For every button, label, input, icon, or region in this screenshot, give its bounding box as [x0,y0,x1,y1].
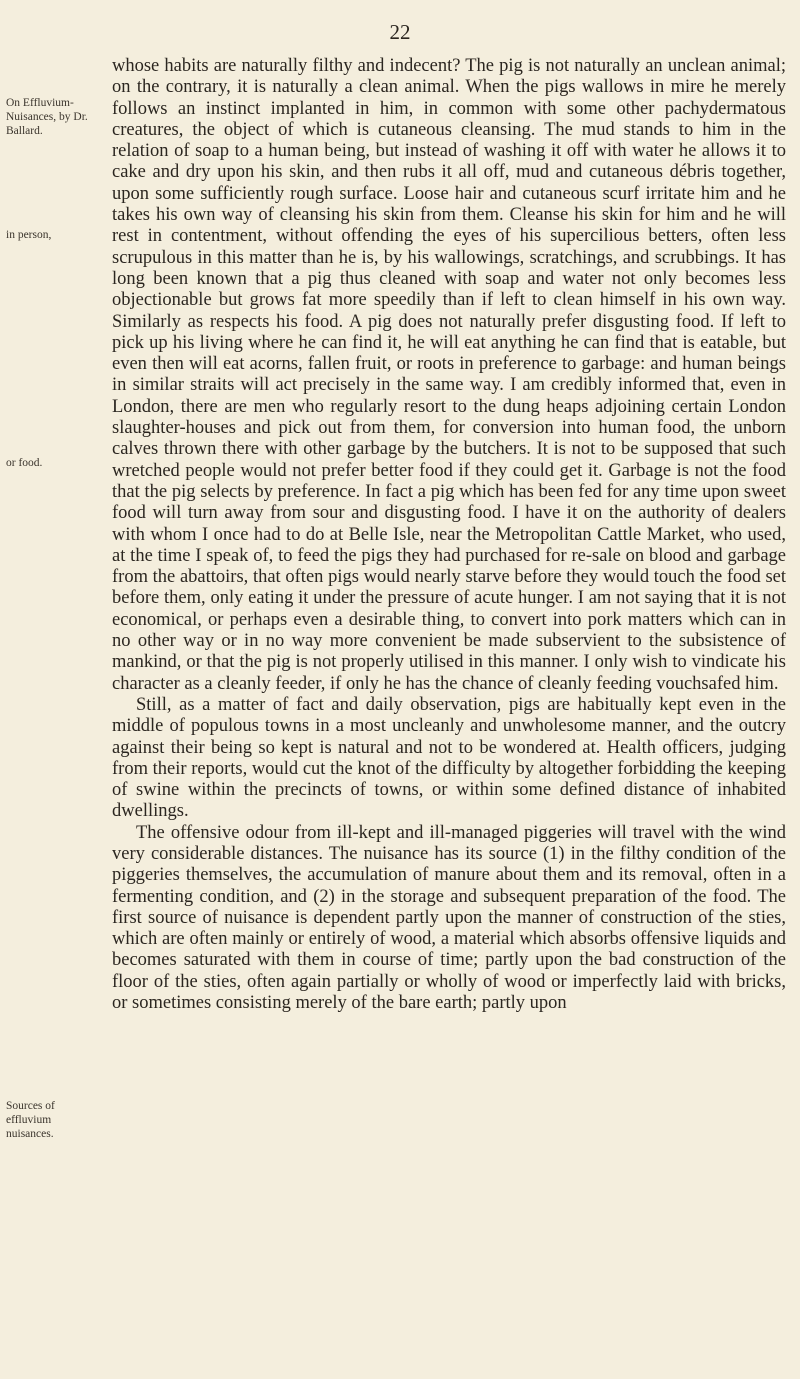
paragraph: whose habits are naturally filthy and indecent? The pig is not naturally an unclean animal; on the contrary, it is naturally a clean animal. When the pigs wallows in mire he merely follows an instinct implanted in him, in common with some other pachydermatous creatures, the object of which is cutaneous cleansing. The mud stands to him in the relation of soap to a human being, but instead of washing it off with water he allows it to cake and dry upon his skin, and then rubs it all off, mud and cutaneous débris together, upon some sufficiently rough surface. Loose hair and cutaneous scurf irritate him and he takes his own way of cleansing his skin from them. Cleanse his skin for him and he will rest in contentment, without offending the eyes of his supercilious betters, often less scrupulous in this matter than he is, by his wallowings, scratchings, and scrubbings. It has long been known that a pig thus cleaned with soap and water not only becomes less objectionable but grows fat more speedily than if left to clean himself in his own way. Similarly as respects his food. A pig does not naturally prefer disgusting food. If left to pick up his living where he can find it, he will eat anything he can find that is eatable, but even then will eat acorns, fallen fruit, or roots in preference to garbage: and human beings in similar straits will act precisely in the same way. I am credibly informed that, even in London, there are men who regularly resort to the dung heaps adjoining certain London slaughter-houses and pick out from them, for conversion into human food, the unborn calves thrown there with other garbage by the butchers. It is not to be supposed that such wretched people would not prefer better food if they could get it. Garbage is not the food that the pig selects by preference. In fact a pig which has been fed for any time upon sweet food will turn away from sour and disgusting food. I have it on the authority of dealers with whom I once had to do at Belle Isle, near the Metropolitan Cattle Market, who used, at the time I speak of, to feed the pigs they had purchased for re-sale on blood and garbage from the abattoirs, that often pigs would nearly starve before they would touch the food set before them, only eating it under the pressure of acute hunger. I am not saying that it is not economical, or perhaps even a desirable thing, to convert into pork matters which can in no other way or in no way more convenient be made subservient to the subsistence of mankind, or that the pig is not properly utilised in this manner. I only wish to vindicate his character as a cleanly feeder, if only he has the chance of cleanly feeding vouchsafed him. [112,56,786,694]
paragraph: Still, as a matter of fact and daily observation, pigs are habitually kept even in the middle of populous towns in a most uncleanly and unwholesome manner, and the outcry against their being so kept is natural and not to be wondered at. Health officers, judging from their reports, would cut the knot of the difficulty by altogether forbidding the keeping of swine within the precincts of towns, or within some defined distance of inhabited dwellings. [112,694,786,822]
page-number: 22 [389,20,411,44]
paragraph: The offensive odour from ill-kept and ill-managed piggeries will travel with the wind very considerable distances. The nuisance has its source (1) in the filthy condition of the piggeries themselves, the accumulation of manure about them and its removal, often in a fermenting condition, and (2) in the storage and subsequent preparation of the food. The first source of nuisance is dependent partly upon the manner of construction of the sties, which are often mainly or entirely of wood, a material which absorbs offensive liquids and becomes saturated with them in course of time; partly upon the bad construction of the floor of the sties, often again partially or wholly of wood or imperfectly laid with bricks, or sometimes consisting merely of the bare earth; partly upon [112,822,786,1014]
margin-note-in-person: in person, [6,229,52,241]
margin-note-source: On Effluvium-Nuisances, by Dr. Ballard. [6,97,88,137]
margin-note-or-food: or food. [6,457,43,469]
margin-note-sources-of-nuisances: Sources of effluvium nuisances. [6,1100,55,1140]
body-text [112,56,786,1014]
